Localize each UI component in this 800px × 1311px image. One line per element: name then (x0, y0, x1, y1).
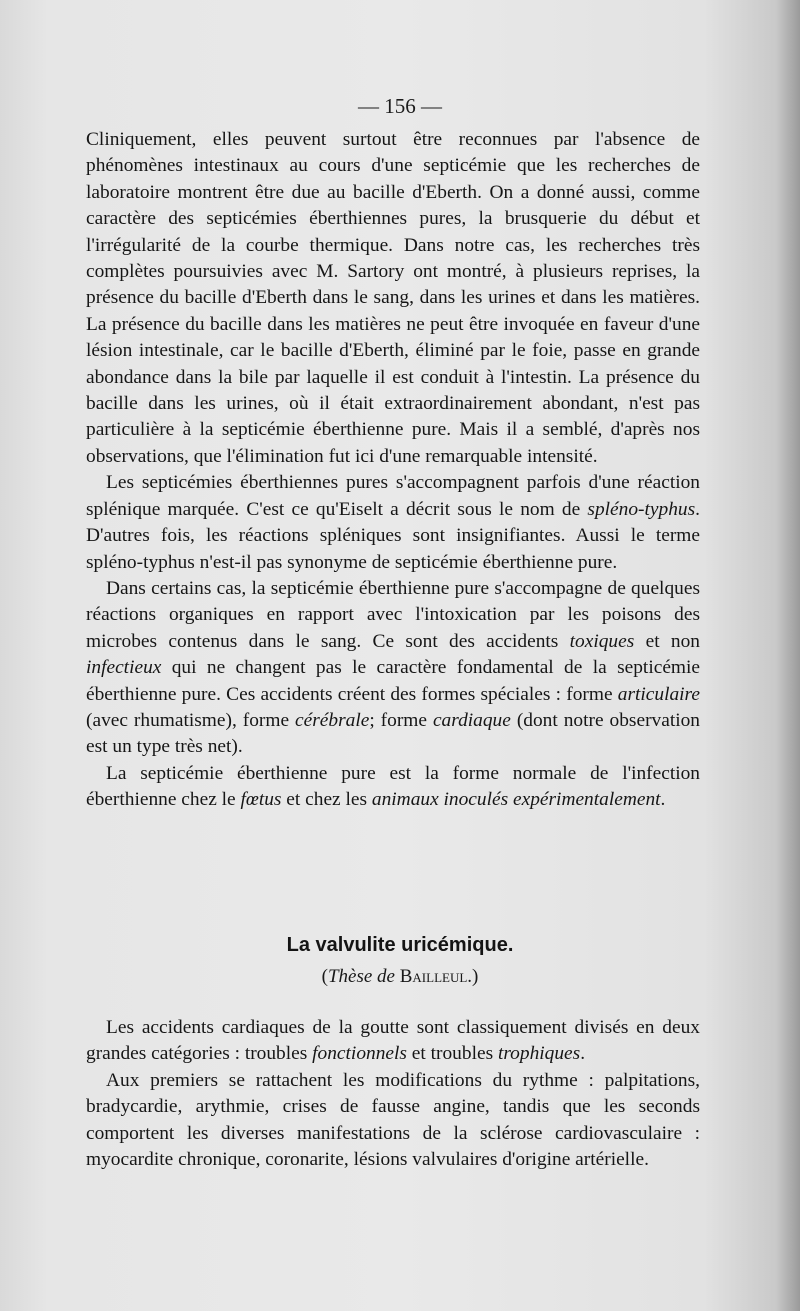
paragraph (86, 127, 700, 470)
italic-text: articulaire (617, 683, 700, 705)
section-heading: La valvulite uricémique. (286, 934, 514, 956)
italic-text: fonctionnels (312, 1043, 407, 1065)
text-run: Aux premiers se rattachent les modifications du rythme : palpitations, bradycardie, arythmie, crises de fausse angine, tandis que les seconds comportent les diverses manifestations de la sclérose cardiovasculaire : myocardite chronique, coronarite, lésions valvulaires d'origine artérielle. (86, 1069, 700, 1171)
section-subheading (0, 966, 800, 988)
subheading-author: Bailleul (399, 966, 468, 987)
paragraph (86, 1015, 700, 1068)
text-run: et chez les (281, 789, 372, 811)
text-run: . D'autres fois, les réactions spléniques sont insignifiantes. Aussi le terme spléno-typhus n'est-il pas synonyme de septicémie éberthienne pure. (86, 498, 700, 573)
text-run: . (660, 789, 666, 811)
text-run: et troubles (406, 1043, 498, 1065)
italic-text: spléno-typhus (587, 498, 696, 520)
italic-text: fœtus (240, 789, 282, 811)
italic-text: cardiaque (432, 709, 511, 731)
subheading-these: Thèse de (327, 966, 395, 987)
italic-text: infectieux (86, 657, 162, 679)
italic-text: trophiques (497, 1043, 581, 1065)
text-run: La septicémie éberthienne pure est la forme normale de l'infection éberthienne chez le (86, 762, 700, 811)
text-run: qui ne changent pas le caractère fondamental de la septicémie éberthienne pure. Ces accidents créent des formes spéciales : forme (86, 657, 700, 705)
text-run: Cliniquement, elles peuvent surtout être reconnues par l'absence de phénomènes intestinaux au cours d'une septicémie que les recherches de laboratoire montrent être due au bacille d'Eberth. On a donné aussi, comme caractère des septicémies éberthiennes pures, la brusquerie du début et l'irrégularité de la courbe thermique. Dans notre cas, les recherches très complètes poursuivies avec M. Sartory ont montré, à plusieurs reprises, la présence du bacille d'Eberth dans le sang, dans les urines et dans les matières. La présence du bacille dans les matières ne peut être invoquée en faveur d'une lésion intestinale, car le bacille d'Eberth, éliminé par le foie, passe en grande abondance dans la bile par laquelle il est conduit à l'intestin. La présence du bacille dans les urines, où il était extraordinairement abondant, n'est pas particulière à la septicémie éberthienne pure. Mais il a semblé, d'après nos observations, que l'élimination fut ici d'une remarquable intensité. (86, 129, 700, 467)
text-run: ; forme (369, 709, 433, 731)
text-run: . (580, 1043, 586, 1065)
page-number: — 156 — (358, 94, 442, 118)
italic-text: animaux inoculés expérimentalement (371, 789, 661, 811)
text-run: (avec rhumatisme), forme (86, 709, 296, 731)
paragraph (86, 576, 700, 761)
text-run: Les accidents cardiaques de la goutte sont classiquement divisés en deux grandes catégories : troubles (86, 1017, 700, 1065)
paragraph (86, 470, 700, 576)
text-run: Les septicémies éberthiennes pures s'accompagnent parfois d'une réaction splénique marquée. C'est ce qu'Eiselt a décrit sous le nom de (86, 472, 700, 520)
subheading-close: .) (467, 966, 479, 987)
body-text-bottom (86, 1015, 700, 1173)
text-run: et non (634, 630, 700, 652)
text-run: Dans certains cas, la septicémie éberthienne pure s'accompagne de quelques réactions organiques en rapport avec l'intoxication par les poisons des microbes contenus dans le sang. Ce sont des accidents (86, 577, 700, 652)
italic-text: cérébrale (295, 709, 370, 731)
paragraph (86, 1068, 700, 1174)
italic-text: toxiques (569, 630, 635, 652)
paragraph (86, 761, 700, 814)
body-text-top (86, 127, 700, 814)
subheading-open: ( (321, 966, 328, 987)
text-run: (dont notre observation est un type très net). (86, 709, 700, 758)
